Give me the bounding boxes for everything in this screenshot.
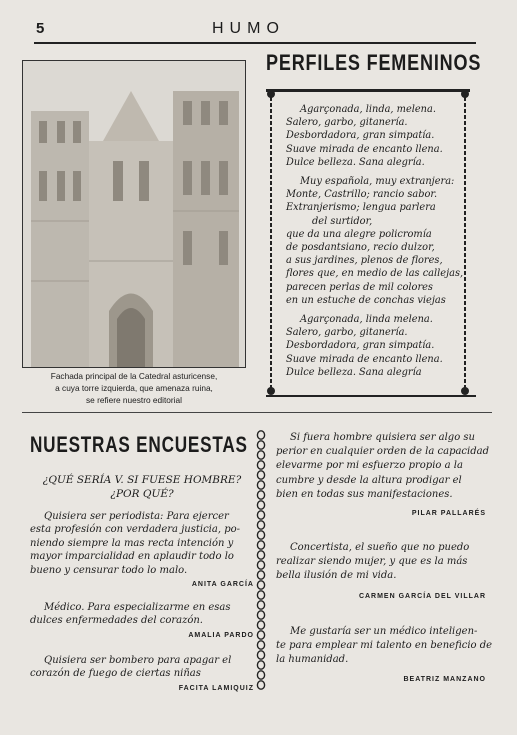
answer-beatriz: Me gustaría ser un médico inteligen- te para emplear mi talento en beneficio de la humanidad. BEATRIZ MANZANO <box>276 626 493 683</box>
author-signature: PILAR PALLARÉS <box>411 510 486 518</box>
answer-anita: Quisiera ser periodista: Para ejercer esta profesión con verdadera justicia, po- niendo siempre la mas recta intención y mayor imparcialidad en aplaudir todo lo bueno y censurar todo lo malo. ANITA GARCÍA <box>30 511 254 589</box>
encuestas-title: NUESTRAS ENCUESTAS <box>30 432 248 457</box>
answer-amalia: Médico. Para especializarme en esas dulces enfermedades del corazón. AMALIA PARDO <box>30 602 254 639</box>
section-divider <box>22 412 492 413</box>
page-number: 5 <box>36 20 45 37</box>
header-rule <box>34 42 476 44</box>
magazine-title: HUMO <box>212 20 285 37</box>
bead-column-ornament <box>256 430 266 694</box>
poem-bottom-rule <box>266 395 476 397</box>
answer-carmen: Concertista, el sueño que no puedo realizar siendo mujer, y que es la más bella ilusión de mi vida. CARMEN GARCÍA DEL VILLAR <box>276 542 486 600</box>
perfiles-poem <box>286 103 466 385</box>
author-signature: BEATRIZ MANZANO <box>403 675 486 683</box>
cathedral-photo <box>22 60 246 368</box>
survey-question: ¿QUÉ SERÍA V. SI FUESE HOMBRE? ¿POR QUÉ? <box>42 474 242 500</box>
answer-facita: Quisiera ser bombero para apagar el corazón de fuego de ciertas niñas FACITA LAMIQUIZ <box>30 655 254 692</box>
poem-stanza-3: Agarçonada, linda melena. Salero, garbo, gitanería. Desbordadora, gran simpatía. Suave mirada de encanto llena. Dulce belleza. Sana alegría <box>286 314 443 378</box>
answer-pilar: Si fuera hombre quisiera ser algo su perior en cualquier orden de la capacidad elevarme por mi esfuerzo propio a la cumbre y desde la altura prodigar el bien en todas sus manifestaciones. PILAR PALLARÉS <box>276 432 489 518</box>
poem-stanza-2: Muy española, muy extranjera: Monte, Castrillo; rancio sabor. Extranjerismo; lengua parlera del surtidor, que da una alegre policromía de posdantsiano, recio dulzor, a sus jardines, plenos de flores, flores que, en medio de las callejas, parecen perlas de mil colores en un estuche de conchas viejas <box>286 176 464 306</box>
perfiles-title: PERFILES FEMENINOS <box>266 50 482 75</box>
poem-top-rule <box>266 89 470 92</box>
cathedral-illustration <box>23 61 245 367</box>
author-signature: CARMEN GARCÍA DEL VILLAR <box>358 592 486 600</box>
photo-caption: Fachada principal de la Catedral asturicense, a cuya torre izquierda, que amenaza ruina, se refiere nuestro editorial <box>50 371 218 405</box>
author-signature: ANITA GARCÍA <box>191 581 254 589</box>
author-signature: FACITA LAMIQUIZ <box>178 684 254 692</box>
poem-stanza-1: Agarçonada, linda, melena. Salero, garbo, gitanería. Desbordadora, gran simpatía. Suave mirada de encanto llena. Dulce belleza. Sana alegría. <box>286 104 443 168</box>
poem-left-ornament <box>266 89 276 397</box>
author-signature: AMALIA PARDO <box>188 631 254 639</box>
